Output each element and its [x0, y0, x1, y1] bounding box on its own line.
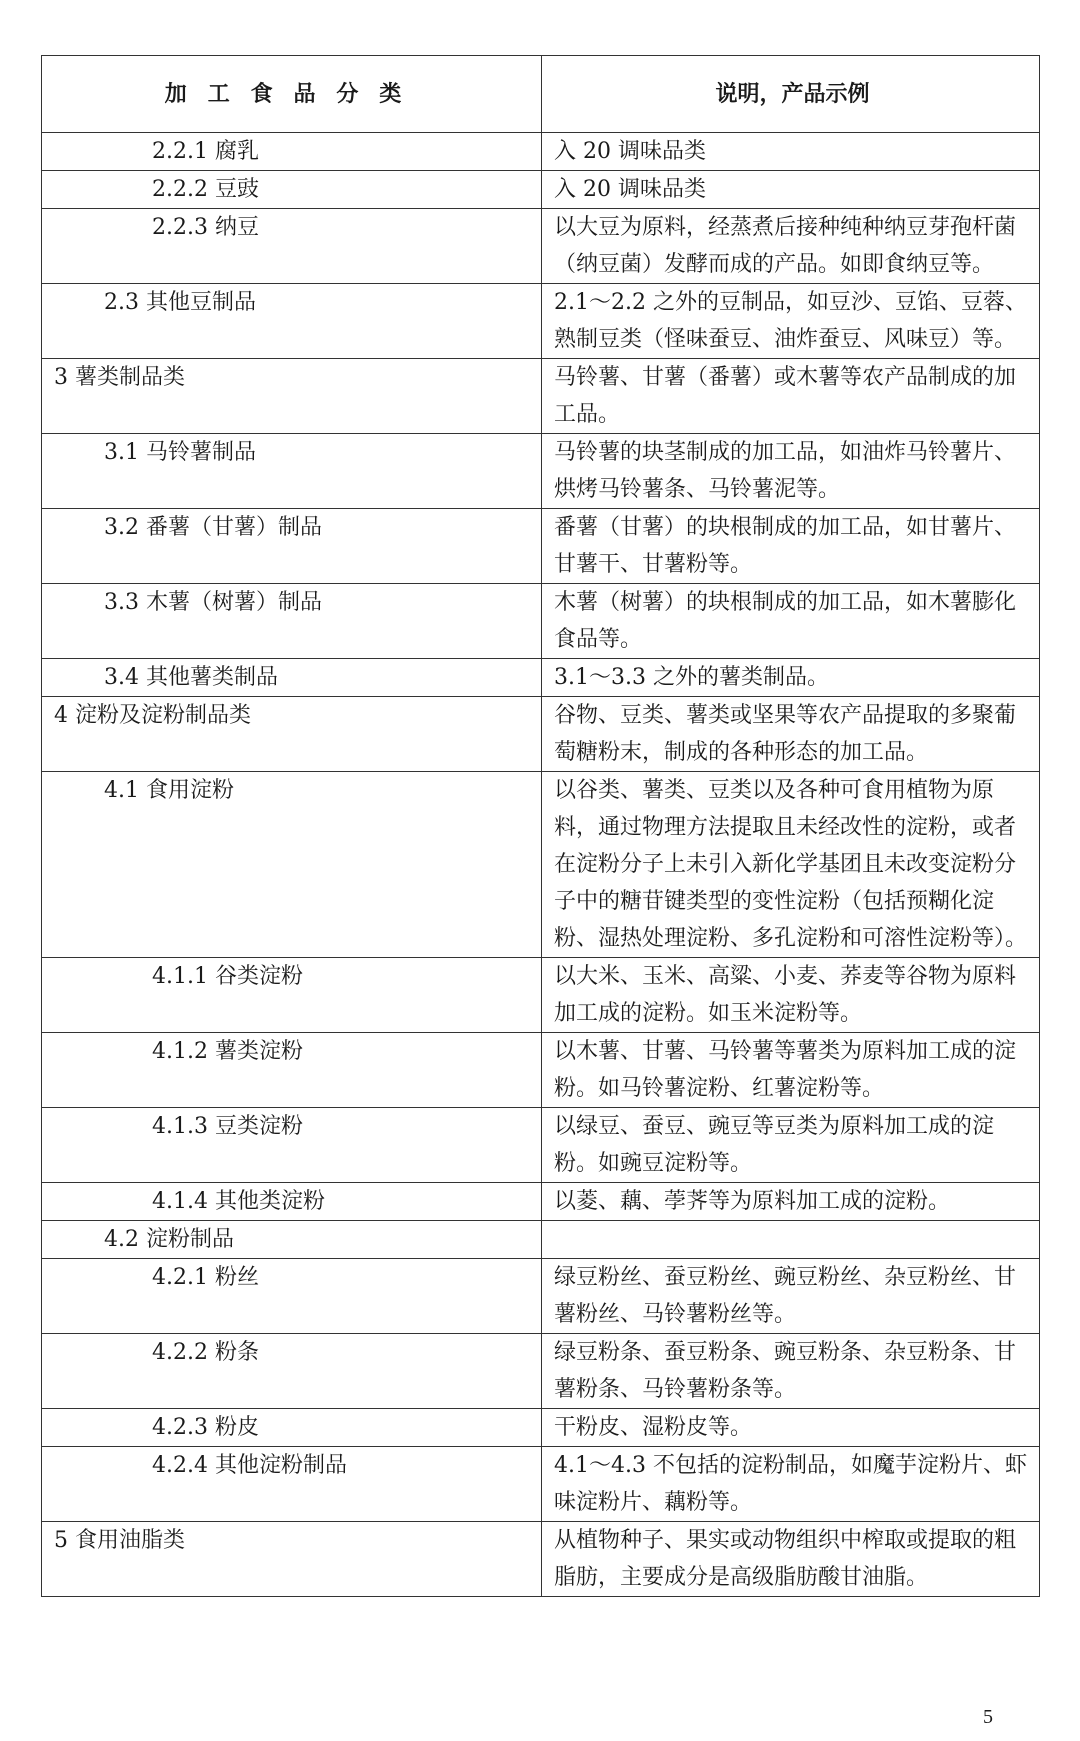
description-cell: 以大豆为原料，经蒸煮后接种纯种纳豆芽孢杆菌（纳豆菌）发酵而成的产品。如即食纳豆等。: [542, 209, 1040, 284]
description-column-header: 说明，产品示例: [542, 56, 1040, 133]
description-cell: 谷物、豆类、薯类或坚果等农产品提取的多聚葡萄糖粉末，制成的各种形态的加工品。: [542, 697, 1040, 772]
description-cell: 马铃薯、甘薯（番薯）或木薯等农产品制成的加工品。: [542, 359, 1040, 434]
category-cell: 4 淀粉及淀粉制品类: [42, 697, 542, 772]
table-row: [42, 1259, 1040, 1334]
table-row: [42, 584, 1040, 659]
page-number: 5: [983, 1706, 993, 1728]
table-row: [42, 697, 1040, 772]
category-cell: 4.2.4 其他淀粉制品: [42, 1447, 542, 1522]
description-cell: 以谷类、薯类、豆类以及各种可食用植物为原料，通过物理方法提取且未经改性的淀粉，或者在淀粉分子上未引入新化学基团且未改变淀粉分子中的糖苷键类型的变性淀粉（包括预糊化淀粉、湿热处理淀粉、多孔淀粉和可溶性淀粉等）。: [542, 772, 1040, 958]
table-row: [42, 209, 1040, 284]
category-cell: 4.1.2 薯类淀粉: [42, 1033, 542, 1108]
category-cell: 4.2 淀粉制品: [42, 1221, 542, 1259]
category-cell: 3.3 木薯（树薯）制品: [42, 584, 542, 659]
food-classification-table: [41, 55, 1040, 1597]
description-cell: 3.1～3.3 之外的薯类制品。: [542, 659, 1040, 697]
table-row: [42, 284, 1040, 359]
description-cell: 木薯（树薯）的块根制成的加工品，如木薯膨化食品等。: [542, 584, 1040, 659]
category-cell: 4.1.1 谷类淀粉: [42, 958, 542, 1033]
table-header-row: [42, 56, 1040, 133]
description-cell: 2.1～2.2 之外的豆制品，如豆沙、豆馅、豆蓉、熟制豆类（怪味蚕豆、油炸蚕豆、风味豆）等。: [542, 284, 1040, 359]
category-cell: 3 薯类制品类: [42, 359, 542, 434]
description-cell: 以菱、藕、荸荠等为原料加工成的淀粉。: [542, 1183, 1040, 1221]
description-cell: 马铃薯的块茎制成的加工品，如油炸马铃薯片、烘烤马铃薯条、马铃薯泥等。: [542, 434, 1040, 509]
table-row: [42, 1409, 1040, 1447]
table-row: [42, 1183, 1040, 1221]
table-row: [42, 434, 1040, 509]
description-cell: 4.1～4.3 不包括的淀粉制品，如魔芋淀粉片、虾味淀粉片、藕粉等。: [542, 1447, 1040, 1522]
table-body: [42, 133, 1040, 1597]
category-cell: 4.2.3 粉皮: [42, 1409, 542, 1447]
category-cell: 4.2.1 粉丝: [42, 1259, 542, 1334]
table-row: [42, 1522, 1040, 1597]
table-row: [42, 171, 1040, 209]
category-cell: 4.1.3 豆类淀粉: [42, 1108, 542, 1183]
table-row: [42, 772, 1040, 958]
table-row: [42, 659, 1040, 697]
table-row: [42, 359, 1040, 434]
category-cell: 2.2.1 腐乳: [42, 133, 542, 171]
category-cell: 3.1 马铃薯制品: [42, 434, 542, 509]
description-cell: 绿豆粉条、蚕豆粉条、豌豆粉条、杂豆粉条、甘薯粉条、马铃薯粉条等。: [542, 1334, 1040, 1409]
category-cell: 2.3 其他豆制品: [42, 284, 542, 359]
table-row: [42, 1033, 1040, 1108]
description-cell: 以绿豆、蚕豆、豌豆等豆类为原料加工成的淀粉。如豌豆淀粉等。: [542, 1108, 1040, 1183]
category-cell: 4.2.2 粉条: [42, 1334, 542, 1409]
category-cell: 2.2.3 纳豆: [42, 209, 542, 284]
category-cell: 2.2.2 豆豉: [42, 171, 542, 209]
category-cell: 3.2 番薯（甘薯）制品: [42, 509, 542, 584]
description-cell: [542, 1221, 1040, 1259]
description-cell: 以木薯、甘薯、马铃薯等薯类为原料加工成的淀粉。如马铃薯淀粉、红薯淀粉等。: [542, 1033, 1040, 1108]
description-cell: 入 20 调味品类: [542, 133, 1040, 171]
table-row: [42, 509, 1040, 584]
category-cell: 3.4 其他薯类制品: [42, 659, 542, 697]
table-row: [42, 958, 1040, 1033]
description-cell: 从植物种子、果实或动物组织中榨取或提取的粗脂肪，主要成分是高级脂肪酸甘油脂。: [542, 1522, 1040, 1597]
table-row: [42, 1221, 1040, 1259]
table-row: [42, 1108, 1040, 1183]
category-cell: 4.1.4 其他类淀粉: [42, 1183, 542, 1221]
description-cell: 绿豆粉丝、蚕豆粉丝、豌豆粉丝、杂豆粉丝、甘薯粉丝、马铃薯粉丝等。: [542, 1259, 1040, 1334]
description-cell: 番薯（甘薯）的块根制成的加工品，如甘薯片、甘薯干、甘薯粉等。: [542, 509, 1040, 584]
table-row: [42, 1334, 1040, 1409]
table-row: [42, 1447, 1040, 1522]
category-column-header: 加工食品分类: [42, 56, 542, 133]
table-row: [42, 133, 1040, 171]
category-cell: 4.1 食用淀粉: [42, 772, 542, 958]
description-cell: 干粉皮、湿粉皮等。: [542, 1409, 1040, 1447]
description-cell: 入 20 调味品类: [542, 171, 1040, 209]
description-cell: 以大米、玉米、高粱、小麦、荞麦等谷物为原料加工成的淀粉。如玉米淀粉等。: [542, 958, 1040, 1033]
category-cell: 5 食用油脂类: [42, 1522, 542, 1597]
